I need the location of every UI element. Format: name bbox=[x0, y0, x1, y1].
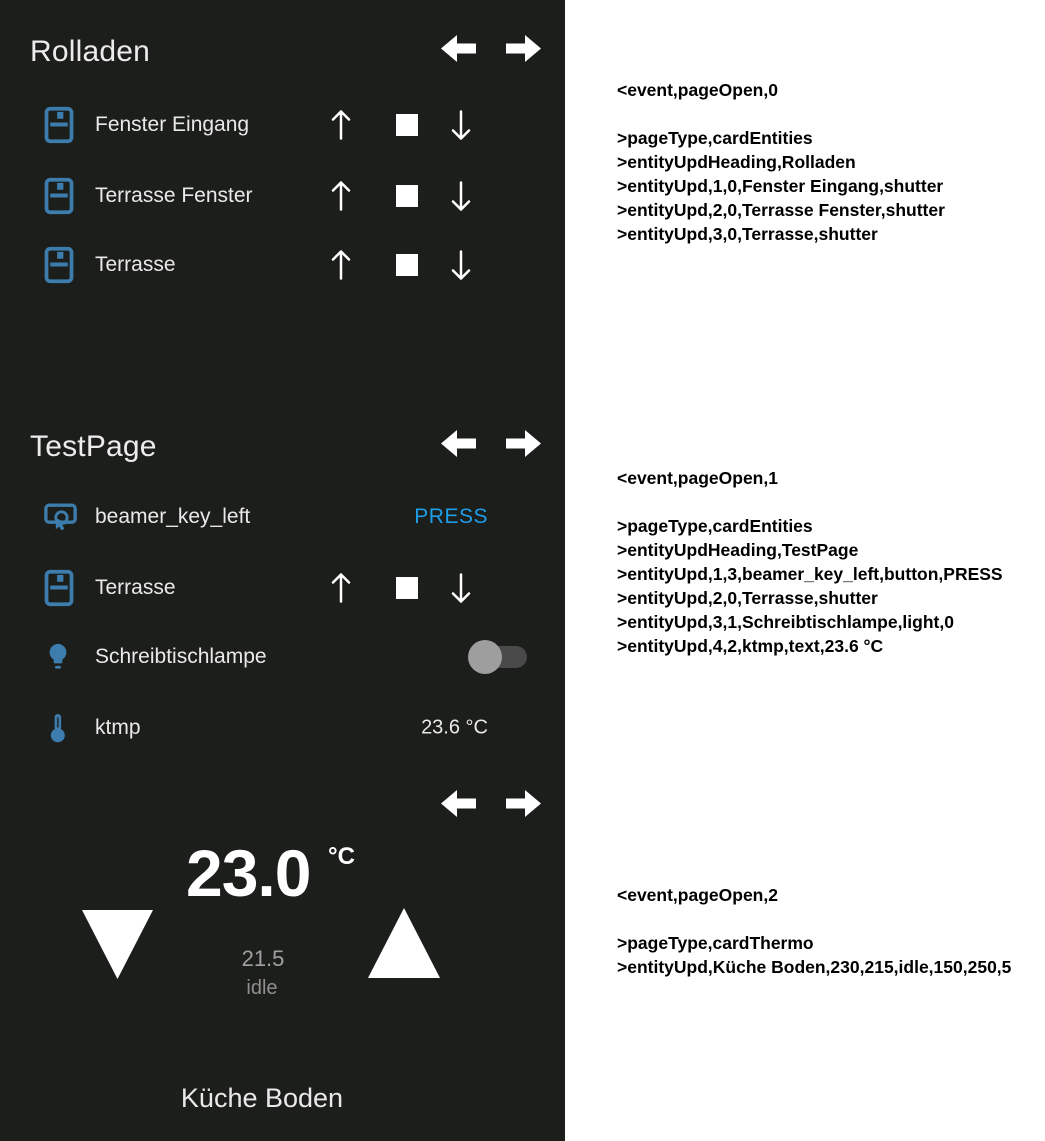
entity-row bbox=[0, 161, 565, 231]
entity-label: Terrasse bbox=[95, 253, 176, 276]
shutter-down-button[interactable] bbox=[449, 180, 473, 213]
light-toggle[interactable] bbox=[470, 646, 527, 668]
shutter-up-button[interactable] bbox=[329, 249, 353, 282]
temp-down-button[interactable] bbox=[82, 910, 153, 979]
protocol-line bbox=[617, 102, 1042, 126]
entity-row bbox=[0, 693, 565, 763]
entity-label: Terrasse bbox=[95, 576, 176, 599]
sensor-value: 23.6 °C bbox=[421, 716, 488, 739]
shutter-stop-button[interactable] bbox=[396, 185, 418, 207]
protocol-line: >entityUpd,2,0,Terrasse,shutter bbox=[617, 588, 878, 608]
entity-row bbox=[0, 482, 565, 552]
shutter-down-button[interactable] bbox=[449, 109, 473, 142]
thermometer-icon bbox=[44, 711, 71, 745]
shutter-down-button[interactable] bbox=[449, 249, 473, 282]
window-shutter-icon bbox=[44, 177, 74, 215]
entity-label: beamer_key_left bbox=[95, 505, 251, 528]
nav-prev-button[interactable] bbox=[440, 788, 476, 819]
protocol-block-pageopen-0 bbox=[617, 78, 1042, 246]
protocol-block-pageopen-2 bbox=[617, 883, 1042, 979]
toggle-knob bbox=[468, 640, 502, 674]
protocol-line: >entityUpd,Küche Boden,230,215,idle,150,250,5 bbox=[617, 957, 1012, 977]
protocol-block-pageopen-1 bbox=[617, 466, 1042, 658]
window-shutter-icon bbox=[44, 106, 74, 144]
target-temperature: 21.5 bbox=[241, 946, 285, 971]
nav-prev-button[interactable] bbox=[440, 428, 476, 459]
thermo-entity-title: Küche Boden bbox=[180, 1083, 344, 1113]
card-thermo-nav bbox=[440, 788, 542, 819]
shutter-up-button[interactable] bbox=[329, 109, 353, 142]
temperature-unit: °C bbox=[328, 843, 355, 870]
entity-label: Schreibtischlampe bbox=[95, 645, 267, 668]
temp-up-button[interactable] bbox=[368, 908, 440, 978]
protocol-line: >entityUpd,4,2,ktmp,text,23.6 °C bbox=[617, 636, 884, 656]
entity-row bbox=[0, 622, 565, 692]
card-rolladen-title: Rolladen bbox=[30, 35, 151, 68]
card-testpage-title: TestPage bbox=[30, 430, 157, 463]
lightbulb-icon bbox=[44, 640, 72, 674]
protocol-line: <event,pageOpen,0 bbox=[617, 80, 778, 100]
entity-label: ktmp bbox=[95, 716, 141, 739]
entity-row bbox=[0, 90, 565, 160]
protocol-line: >pageType,cardEntities bbox=[617, 128, 813, 148]
protocol-line: >entityUpdHeading,TestPage bbox=[617, 540, 859, 560]
nav-prev-button[interactable] bbox=[440, 33, 476, 64]
protocol-line: <event,pageOpen,2 bbox=[617, 885, 778, 905]
window-shutter-icon bbox=[44, 569, 74, 607]
shutter-stop-button[interactable] bbox=[396, 254, 418, 276]
protocol-line: >entityUpd,3,1,Schreibtischlampe,light,0 bbox=[617, 612, 954, 632]
press-button[interactable]: PRESS bbox=[414, 505, 488, 528]
nav-next-button[interactable] bbox=[506, 788, 542, 819]
entity-label: Terrasse Fenster bbox=[95, 184, 253, 207]
protocol-line: >entityUpd,1,3,beamer_key_left,button,PRESS bbox=[617, 564, 1003, 584]
window-shutter-icon bbox=[44, 246, 74, 284]
shutter-stop-button[interactable] bbox=[396, 577, 418, 599]
gesture-tap-button-icon bbox=[44, 501, 78, 534]
entity-row bbox=[0, 553, 565, 623]
protocol-line: >entityUpdHeading,Rolladen bbox=[617, 152, 856, 172]
shutter-stop-button[interactable] bbox=[396, 114, 418, 136]
shutter-down-button[interactable] bbox=[449, 572, 473, 605]
nav-next-button[interactable] bbox=[506, 428, 542, 459]
entity-label: Fenster Eingang bbox=[95, 113, 250, 136]
entity-row bbox=[0, 230, 565, 300]
card-rolladen-nav bbox=[440, 33, 542, 64]
protocol-line: >entityUpd,3,0,Terrasse,shutter bbox=[617, 224, 878, 244]
protocol-line bbox=[617, 490, 1042, 514]
protocol-line: <event,pageOpen,1 bbox=[617, 468, 778, 488]
protocol-line bbox=[617, 907, 1042, 931]
shutter-up-button[interactable] bbox=[329, 180, 353, 213]
current-temperature: 23.0 bbox=[186, 836, 311, 910]
protocol-line: >entityUpd,1,0,Fenster Eingang,shutter bbox=[617, 176, 944, 196]
hvac-state: idle bbox=[246, 977, 278, 999]
shutter-up-button[interactable] bbox=[329, 572, 353, 605]
protocol-line: >entityUpd,2,0,Terrasse Fenster,shutter bbox=[617, 200, 945, 220]
card-testpage-nav bbox=[440, 428, 542, 459]
nav-next-button[interactable] bbox=[506, 33, 542, 64]
protocol-line: >pageType,cardEntities bbox=[617, 516, 813, 536]
protocol-line: >pageType,cardThermo bbox=[617, 933, 814, 953]
